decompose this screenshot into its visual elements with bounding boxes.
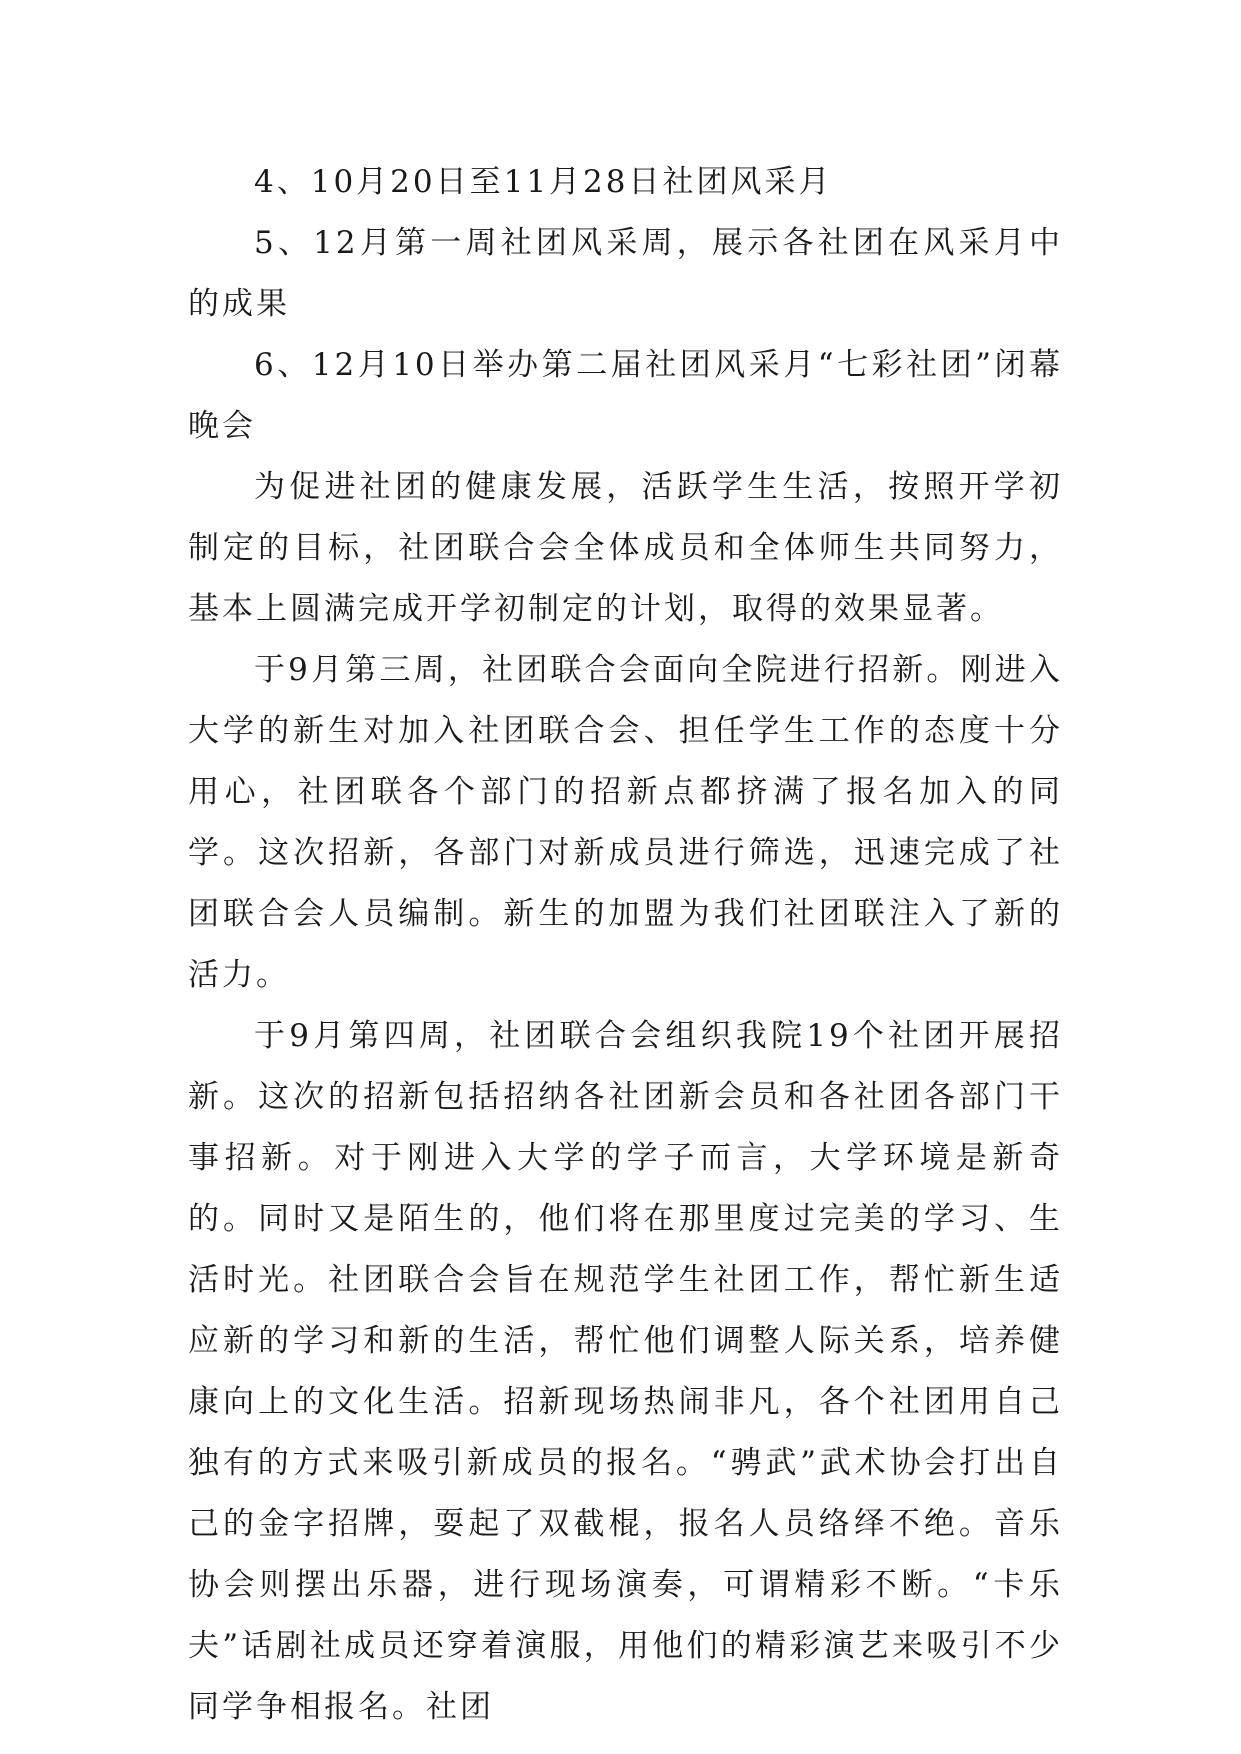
summary-paragraph: 为促进社团的健康发展，活跃学生生活，按照开学初制定的目标，社团联合会全体成员和全体师生共同努力，基本上圆满完成开学初制定的计划，取得的效果显著。 xyxy=(188,469,1063,627)
schedule-item-4: 4、10月20日至11月28日社团风采月 xyxy=(254,164,833,200)
recruitment-week4-paragraph: 于9月第四周，社团联合会组织我院19个社团开展招新。这次的招新包括招纳各社团新会员和各社团各部门干事招新。对于刚进入大学的学子而言，大学环境是新奇的。同时又是陌生的，他们将在那里度过完美的学习、生活时光。社团联合会旨在规范学生社团工作，帮忙新生适应新的学习和新的生活，帮忙他们调整人际关系，培养健康向上的文化生活。招新现场热闹非凡，各个社团用自己独有的方式来吸引新成员的报名。“骋武”武术协会打出自己的金字招牌，耍起了双截棍，报名人员络绎不绝。音乐协会则摆出乐器，进行现场演奏，可谓精彩不断。“卡乐夫”话剧社成员还穿着演服，用他们的精彩演艺来吸引不少同学争相报名。社团 xyxy=(188,1018,1063,1725)
schedule-item-6: 6、12月10日举办第二届社团风采月“七彩社团”闭幕晚会 xyxy=(188,347,1063,444)
recruitment-week3-paragraph: 于9月第三周，社团联合会面向全院进行招新。刚进入大学的新生对加入社团联合会、担任学生工作的态度十分用心，社团联各个部门的招新点都挤满了报名加入的同学。这次招新，各部门对新成员进行筛选，迅速完成了社团联合会人员编制。新生的加盟为我们社团联注入了新的活力。 xyxy=(188,652,1063,993)
document-body xyxy=(188,152,1063,1738)
schedule-item-5: 5、12月第一周社团风采周，展示各社团在风采月中的成果 xyxy=(188,225,1063,322)
